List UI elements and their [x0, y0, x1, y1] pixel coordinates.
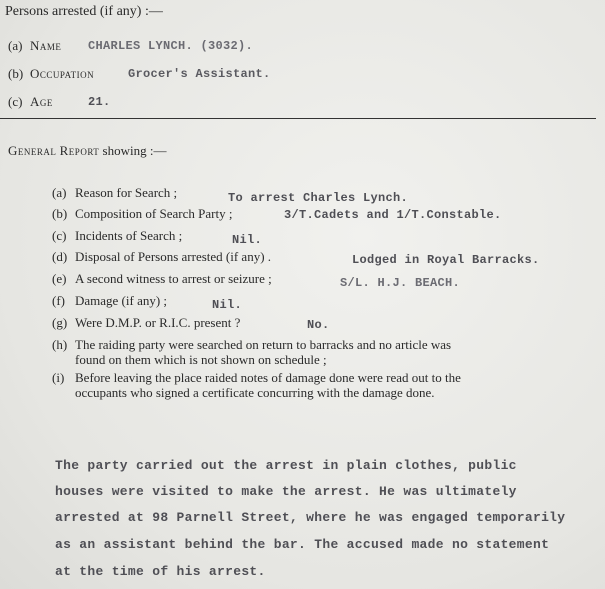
- report-item-a-value: To arrest Charles Lynch.: [228, 191, 409, 205]
- report-item-d-label: Disposal of Persons arrested (if any) .: [75, 249, 272, 264]
- report-item-a-label: Reason for Search ;: [75, 185, 178, 200]
- name-value: CHARLES LYNCH. (3032).: [88, 39, 254, 53]
- narrative-line-4: as an assistant behind the bar. The accused made no statement: [55, 537, 550, 552]
- report-item-f-value: Nil.: [212, 298, 243, 312]
- narrative-line-2: houses were visited to make the arrest. He was ultimately: [55, 484, 517, 499]
- name-marker: (a): [8, 38, 23, 53]
- heading-rest: showing :—: [102, 143, 167, 158]
- note-i-line1: Before leaving the place raided notes of damage done were read out to the: [75, 370, 461, 385]
- general-report-heading: [8, 143, 166, 159]
- age-label: Age: [30, 94, 53, 109]
- occupation-marker: (b): [8, 66, 24, 81]
- occupation-value: Grocer's Assistant.: [128, 67, 271, 81]
- narrative-line-1: The party carried out the arrest in plain clothes, public: [55, 458, 517, 473]
- narrative-line-3: arrested at 98 Parnell Street, where he was engaged temporarily: [55, 510, 566, 525]
- note-i-line2: occupants who signed a certificate concurring with the damage done.: [75, 385, 435, 400]
- report-item-e-value: S/L. H.J. BEACH.: [340, 276, 461, 290]
- report-item-f-marker: (f): [52, 293, 65, 308]
- heading-word-general: General: [8, 143, 57, 158]
- report-item-e-marker: (e): [52, 271, 67, 286]
- occupation-label: Occupation: [30, 66, 95, 81]
- report-item-b-marker: (b): [52, 206, 68, 221]
- section-divider: [0, 118, 596, 119]
- persons-arrested-heading: Persons arrested (if any) :—: [5, 4, 163, 19]
- report-item-d-value: Lodged in Royal Barracks.: [352, 253, 540, 267]
- note-i-marker: (i): [52, 370, 65, 385]
- report-item-c-label: Incidents of Search ;: [75, 228, 183, 243]
- report-item-b-label: Composition of Search Party ;: [75, 206, 233, 221]
- report-item-d-marker: (d): [52, 249, 68, 264]
- heading-word-report: Report: [59, 143, 100, 158]
- name-label: Name: [30, 38, 62, 53]
- report-item-f-label: Damage (if any) ;: [75, 293, 168, 308]
- report-item-c-marker: (c): [52, 228, 67, 243]
- report-item-c-value: Nil.: [232, 233, 263, 247]
- report-item-g-value: No.: [307, 318, 330, 332]
- report-item-a-marker: (a): [52, 185, 67, 200]
- note-h-line1: The raiding party were searched on return to barracks and no article was: [75, 337, 452, 352]
- note-h-marker: (h): [52, 337, 68, 352]
- narrative-line-5: at the time of his arrest.: [55, 564, 266, 579]
- report-item-b-value: 3/T.Cadets and 1/T.Constable.: [284, 208, 502, 222]
- report-item-e-label: A second witness to arrest or seizure ;: [75, 271, 272, 286]
- age-value: 21.: [88, 95, 111, 109]
- report-item-g-label: Were D.M.P. or R.I.C. present ?: [75, 315, 241, 330]
- note-h-line2: found on them which is not shown on schedule ;: [75, 352, 327, 367]
- report-item-g-marker: (g): [52, 315, 68, 330]
- age-marker: (c): [8, 94, 23, 109]
